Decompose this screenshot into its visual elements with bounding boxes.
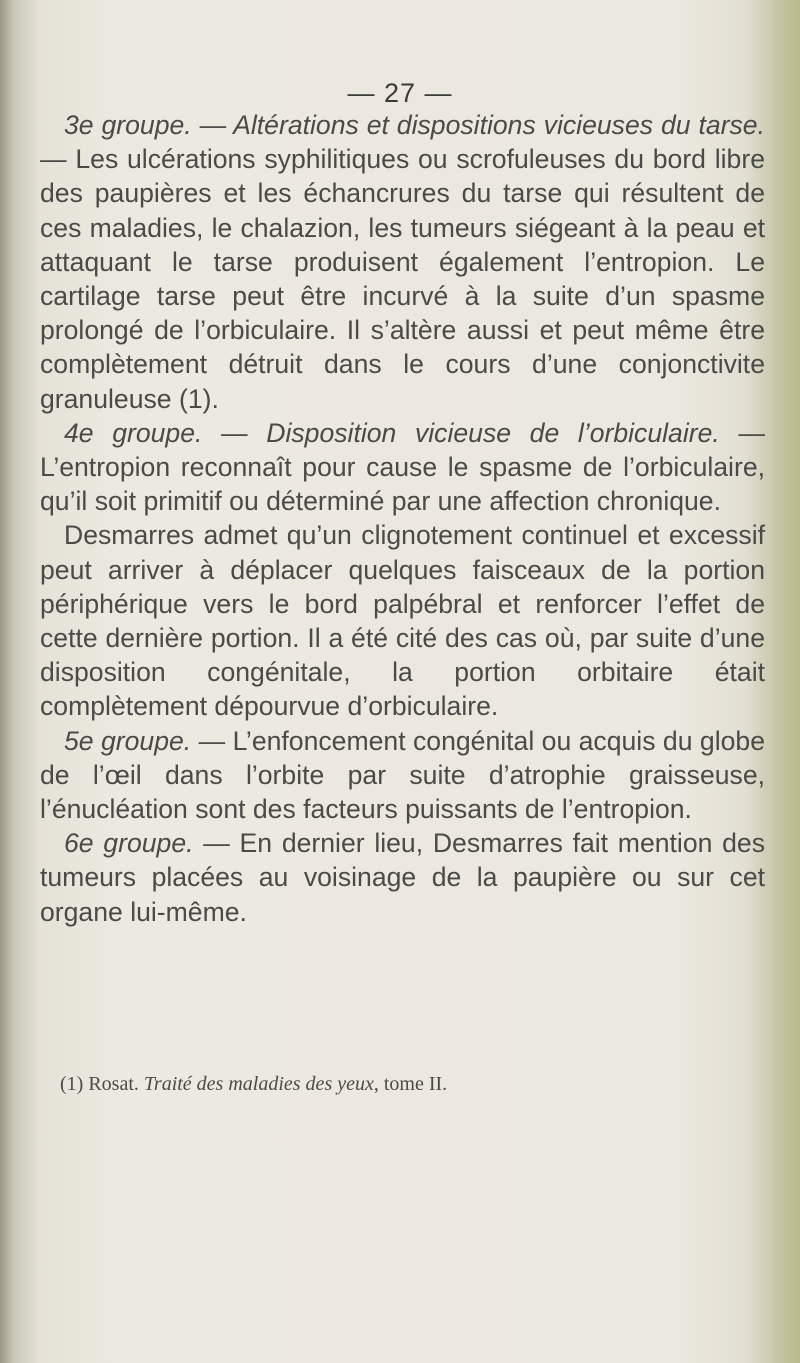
footnote-suffix: , tome II. (373, 1073, 448, 1095)
group-6-text: — En dernier lieu, Desmarres fait mention des tumeurs placées au voisinage de la paupière ou sur cet organe lui-même. (40, 828, 766, 927)
group-3-heading: 3e groupe. — Altérations et dispositions vicieuses du tarse. (64, 110, 765, 140)
footnote (60, 1073, 760, 1096)
group-6-heading: 6e groupe. (64, 828, 194, 859)
group-5-text: — L’enfoncement congénital ou acquis du globe de l’œil dans l’orbite par suite d’atrophie graisseuse, l’énucléation sont des facteurs puissants de l’entropion. (40, 725, 765, 825)
group-4-text: — L’entropion reconnaît pour cause le spasme de l’orbiculaire, qu’il soit primitif ou déterminé par une affection chronique. (40, 417, 766, 517)
footnote-title: Traité des maladies des yeux (143, 1073, 374, 1095)
paragraph-group-6 (40, 826, 765, 929)
body-text (40, 108, 765, 929)
group-5-heading: 5e groupe. (64, 725, 192, 756)
page-number: — 27 — (347, 78, 453, 108)
footnote-prefix: (1) Rosat. (60, 1073, 144, 1095)
group-3-text: — Les ulcérations syphilitiques ou scrofuleuses du bord libre des paupières et les échancrures du tarse qui résultent de ces maladies, le chalazion, les tumeurs siégeant à la peau et attaquant le tarse produisent également l’entropion. Le cartilage tarse peut être incurvé à la suite d’un spasme prolongé de l’orbiculaire. Il s’altère aussi et peut même être complètement détruit dans le cours d’une conjonctivite granuleuse (1). (40, 144, 765, 414)
paragraph-group-4 (40, 416, 765, 519)
group-4-heading: 4e groupe. — Disposition vicieuse de l’orbiculaire. (64, 417, 720, 448)
paragraph-group-5 (40, 724, 765, 827)
desmarres-text: Desmarres admet qu’un clignotement continuel et excessif peut arriver à déplacer quelques faisceaux de la portion périphérique vers le bord palpébral et renforcer l’effet de cette dernière portion. Il a été cité des cas où, par suite d’une disposition congénitale, la portion orbitaire était complètement dépourvue d’orbiculaire. (40, 520, 765, 722)
paragraph-desmarres (40, 518, 765, 723)
paragraph-group-3 (40, 108, 765, 416)
